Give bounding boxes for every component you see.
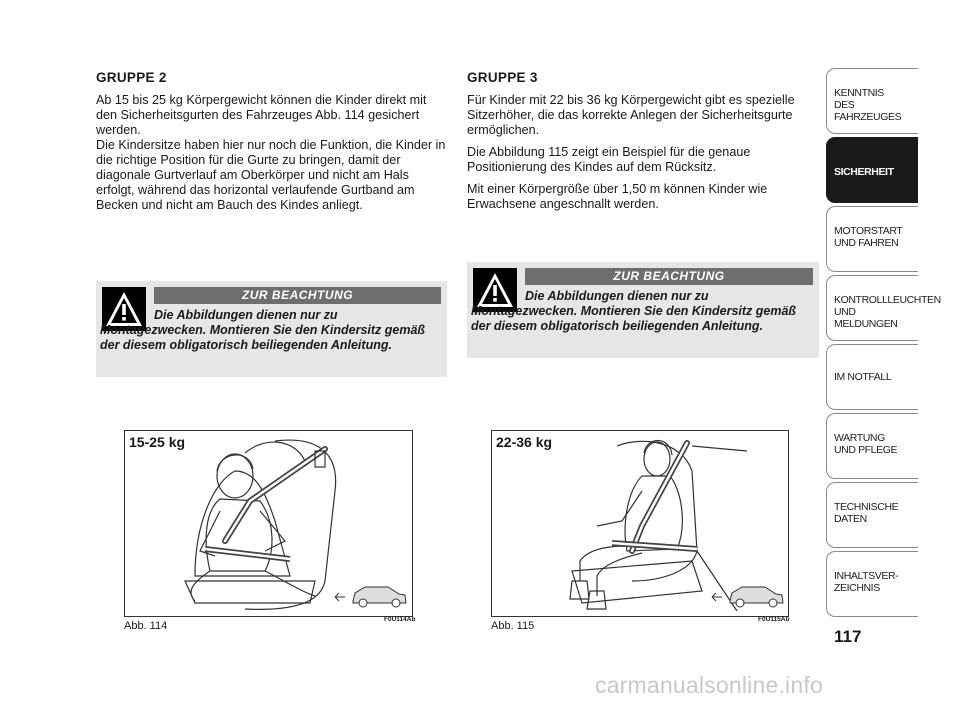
paragraph: Die Kindersitze haben hier nur noch die Funktion, die Kinder in die richtige Position für die Gurte zu bringen, damit der diagonale Gurtverlauf am Oberkörper und nicht am Hals erfolgt, während das horizontal verlaufende Gurtband am Becken und nicht am Bauch des Kindes anliegt. bbox=[96, 138, 446, 212]
weight-label: 15-25 kg bbox=[129, 434, 186, 450]
figure-caption: Abb. 114 bbox=[124, 620, 168, 632]
warning-box-left bbox=[96, 281, 447, 377]
child-seat-group3-illustration bbox=[492, 431, 788, 616]
figure-code: F0U115Ab bbox=[758, 616, 790, 623]
tab-inhaltsverzeichnis[interactable]: INHALTSVER- ZEICHNIS bbox=[826, 551, 918, 617]
warning-title: ZUR BEACHTUNG bbox=[154, 287, 441, 304]
tab-technische-daten[interactable]: TECHNISCHE DATEN bbox=[826, 482, 918, 548]
tab-motorstart[interactable]: MOTORSTART UND FAHREN bbox=[826, 206, 918, 272]
paragraph: Ab 15 bis 25 kg Körpergewicht können die Kinder direkt mit den Sicherheitsgurten des Fahrzeuges Abb. 114 gesichert werden. bbox=[96, 93, 427, 137]
tab-kenntnis[interactable]: KENNTNIS DES FAHRZEUGES bbox=[826, 68, 918, 134]
page-number: 117 bbox=[834, 627, 862, 646]
tab-kontrollleuchten[interactable]: KONTROLLLEUCHTEN UND MELDUNGEN bbox=[826, 275, 918, 341]
figure-caption: Abb. 115 bbox=[491, 620, 535, 632]
paragraph: Die Abbildung 115 zeigt ein Beispiel für die genaue Positionierung des Kindes auf dem Rücksitz. bbox=[467, 145, 751, 174]
section-heading-gruppe-3: GRUPPE 3 bbox=[467, 70, 538, 85]
tab-wartung[interactable]: WARTUNG UND PFLEGE bbox=[826, 413, 918, 479]
tab-sicherheit[interactable]: SICHERHEIT bbox=[826, 137, 918, 203]
figure-114 bbox=[124, 430, 413, 617]
paragraph: Mit einer Körpergröße über 1,50 m können Kinder wie Erwachsene angeschnallt werden. bbox=[467, 182, 768, 211]
figure-code: F0U114Ab bbox=[384, 616, 416, 623]
weight-label: 22-36 kg bbox=[496, 434, 553, 450]
section-heading-gruppe-2: GRUPPE 2 bbox=[96, 70, 167, 85]
warning-title: ZUR BEACHTUNG bbox=[525, 268, 813, 285]
warning-text: Die Abbildungen dienen nur zu Montagezwecken. Montieren Sie den Kindersitz gemäß der diesem obligatorisch beiliegenden Anleitung. bbox=[100, 308, 426, 352]
left-column bbox=[96, 70, 446, 220]
child-seat-group2-illustration bbox=[125, 431, 412, 616]
right-column bbox=[467, 70, 822, 219]
warning-box-right bbox=[467, 262, 819, 358]
warning-text: Die Abbildungen dienen nur zu Montagezwecken. Montieren Sie den Kindersitz gemäß der diesem obligatorisch beiliegenden Anleitung. bbox=[471, 289, 797, 333]
tab-im-notfall[interactable]: IM NOTFALL bbox=[826, 344, 918, 410]
figure-115 bbox=[491, 430, 789, 617]
watermark: carmanualsonline.info bbox=[595, 672, 823, 698]
chapter-tabs bbox=[826, 68, 941, 620]
paragraph: Für Kinder mit 22 bis 36 kg Körpergewicht gibt es spezielle Sitzerhöher, die das korrekte Anlegen der Sicherheitsgurte ermöglichen. bbox=[467, 93, 795, 137]
